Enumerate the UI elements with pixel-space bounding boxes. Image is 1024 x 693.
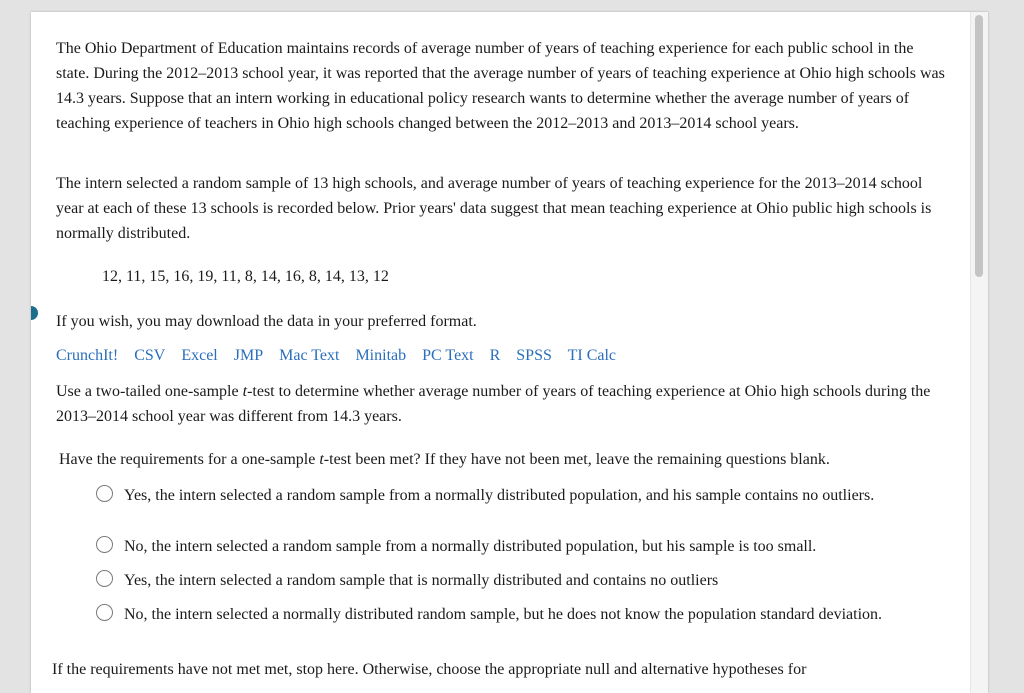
download-prompt: If you wish, you may download the data in your preferred format. xyxy=(56,313,477,330)
download-jmp-link[interactable]: JMP xyxy=(233,347,264,364)
option-4[interactable] xyxy=(96,602,882,627)
download-ticalc-link[interactable]: TI Calc xyxy=(567,347,617,364)
option-4-label: No, the intern selected a normally distributed random sample, but he does not know the population standard deviation. xyxy=(124,606,883,623)
download-excel-link[interactable]: Excel xyxy=(181,347,218,364)
problem-intro: The Ohio Department of Education maintains records of average number of years of teaching experience for each public school in the state. During the 2012–2013 school year, it was reported that the average number of years of teaching experience at Ohio high schools was 14.3 years. Suppose that an intern working in educational policy research wants to determine whether the average number of years of teaching experience of teachers in Ohio high schools changed between the 2012–2013 and 2013–2014 school years. xyxy=(56,40,945,132)
radio-button[interactable] xyxy=(96,570,113,587)
problem-page xyxy=(31,12,988,693)
vertical-scrollbar[interactable] xyxy=(970,12,988,693)
option-1[interactable] xyxy=(96,483,874,508)
download-minitab-link[interactable]: Minitab xyxy=(355,347,407,364)
requirements-question: Have the requirements for a one-sample t-test been met? If they have not been met, leave the remaining questions blank. xyxy=(59,451,830,468)
option-2[interactable] xyxy=(96,534,816,559)
download-pctext-link[interactable]: PC Text xyxy=(422,347,474,364)
option-3[interactable] xyxy=(96,568,718,593)
download-links xyxy=(56,343,628,368)
download-r-link[interactable]: R xyxy=(489,347,501,364)
radio-button[interactable] xyxy=(96,536,113,553)
followup-text: If the requirements have not met met, stop here. Otherwise, choose the appropriate null and alternative hypotheses for xyxy=(52,661,807,678)
radio-button[interactable] xyxy=(96,485,113,502)
option-3-label: Yes, the intern selected a random sample that is normally distributed and contains no outliers xyxy=(124,572,719,589)
option-1-label: Yes, the intern selected a random sample from a normally distributed population, and his sample contains no outliers. xyxy=(124,487,875,504)
download-crunchit-link[interactable]: CrunchIt! xyxy=(56,347,119,364)
progress-indicator-dot xyxy=(31,306,38,320)
test-instruction: Use a two-tailed one-sample t-test to determine whether average number of years of teaching experience at Ohio high schools during the 2013–2014 school year was different from 14.3 years. xyxy=(56,383,931,425)
option-2-label: No, the intern selected a random sample from a normally distributed population, but his sample is too small. xyxy=(124,538,817,555)
sample-description: The intern selected a random sample of 13 high schools, and average number of years of teaching experience for the 2013–2014 school year at each of these 13 schools is recorded below. Prior years' data suggest that mean teaching experience at Ohio public high schools is normally distributed. xyxy=(56,175,932,242)
download-csv-link[interactable]: CSV xyxy=(134,347,166,364)
radio-button[interactable] xyxy=(96,604,113,621)
data-values: 12, 11, 15, 16, 19, 11, 8, 14, 16, 8, 14, 13, 12 xyxy=(102,268,389,285)
download-spss-link[interactable]: SPSS xyxy=(516,347,552,364)
scrollbar-thumb[interactable] xyxy=(975,15,983,277)
download-mactext-link[interactable]: Mac Text xyxy=(279,347,340,364)
